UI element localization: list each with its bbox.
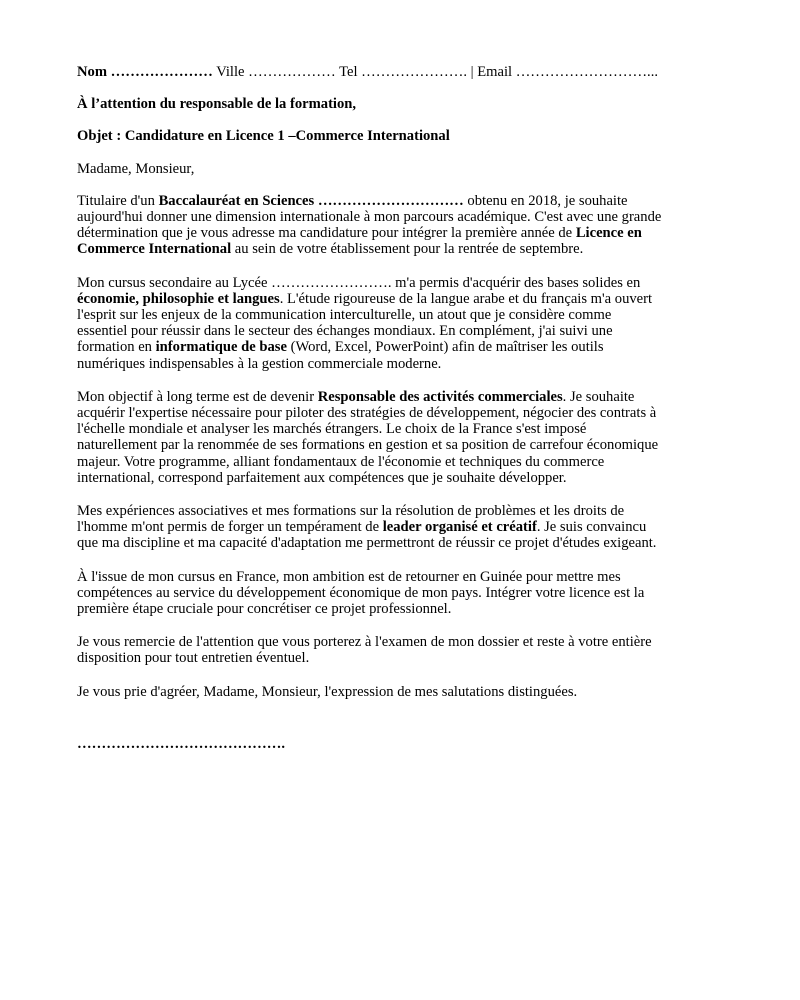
contact-details: Ville ……………… Tel …………………. | Email ………………………... bbox=[212, 64, 658, 80]
paragraph-ambition: À l'issue de mon cursus en France, mon ambition est de retourner en Guinée pour mettre mes compétences au service du développement économique de mon pays. Intégrer votre licence est la première étape cruciale pour concrétiser ce projet professionnel. bbox=[77, 568, 645, 618]
closing-formula: Je vous prie d'agréer, Madame, Monsieur, l'expression de mes salutations distinguées. bbox=[77, 683, 578, 700]
paragraph-experience: Mes expériences associatives et mes formations sur la résolution de problèmes et les droits de l'homme m'ont permis de forger un tempérament de leader organisé et créatif. Je suis convaincu que ma discipline et ma capacité d'adaptation me permettront de réussir ce projet d'études exigeant. bbox=[77, 503, 657, 552]
name-field: Nom ………………… bbox=[77, 64, 213, 80]
salutation: Madame, Monsieur, bbox=[77, 160, 195, 177]
contact-header bbox=[77, 64, 729, 80]
signature-line: ……………………………………. bbox=[77, 736, 285, 752]
paragraph-thanks: Je vous remercie de l'attention que vous porterez à l'examen de mon dossier et reste à votre entière disposition pour tout entretien éventuel. bbox=[77, 634, 652, 667]
paragraph-objective: Mon objectif à long terme est de devenir Responsable des activités commerciales. Je souhaite acquérir l'expertise nécessaire pour piloter des stratégies de développement, négocier des contrats à l'échelle mondiale et analyser les marchés étrangers. Le choix de la France s'est imposé naturellement par la renommée de ses formations en gestion et sa position de carrefour économique majeur. Votre programme, alliant fondamentaux de l'économie et techniques du commerce international, correspond parfaitement aux compétences que je souhaite développer. bbox=[77, 388, 659, 486]
letter-body bbox=[77, 64, 729, 700]
recipient-line: À l’attention du responsable de la formation, bbox=[77, 96, 357, 113]
paragraph-education: Mon cursus secondaire au Lycée ……………………. m'a permis d'acquérir des bases solides en économie, philosophie et langues. L'étude rigoureuse de la langue arabe et du français m'a ouvert l'esprit sur les enjeux de la communication interculturelle, un atout que je considère comme essentiel pour réussir dans le secteur des échanges mondiaux. En complément, j'ai suivi une formation en informatique de base (Word, Excel, PowerPoint) afin de maîtriser les outils numériques indispensables à la gestion commerciale moderne. bbox=[77, 274, 653, 372]
subject-line: Objet : Candidature en Licence 1 –Commerce International bbox=[77, 128, 450, 145]
paragraph-intro: Titulaire d'un Baccalauréat en Sciences ………………………… obtenu en 2018, je souhaite aujourd'hui donner une dimension internationale à mon parcours académique. C'est avec une grande détermination que je vous adresse ma candidature pour intégrer la première année de Licence en Commerce International au sein de votre établissement pour la rentrée de septembre. bbox=[77, 192, 662, 258]
